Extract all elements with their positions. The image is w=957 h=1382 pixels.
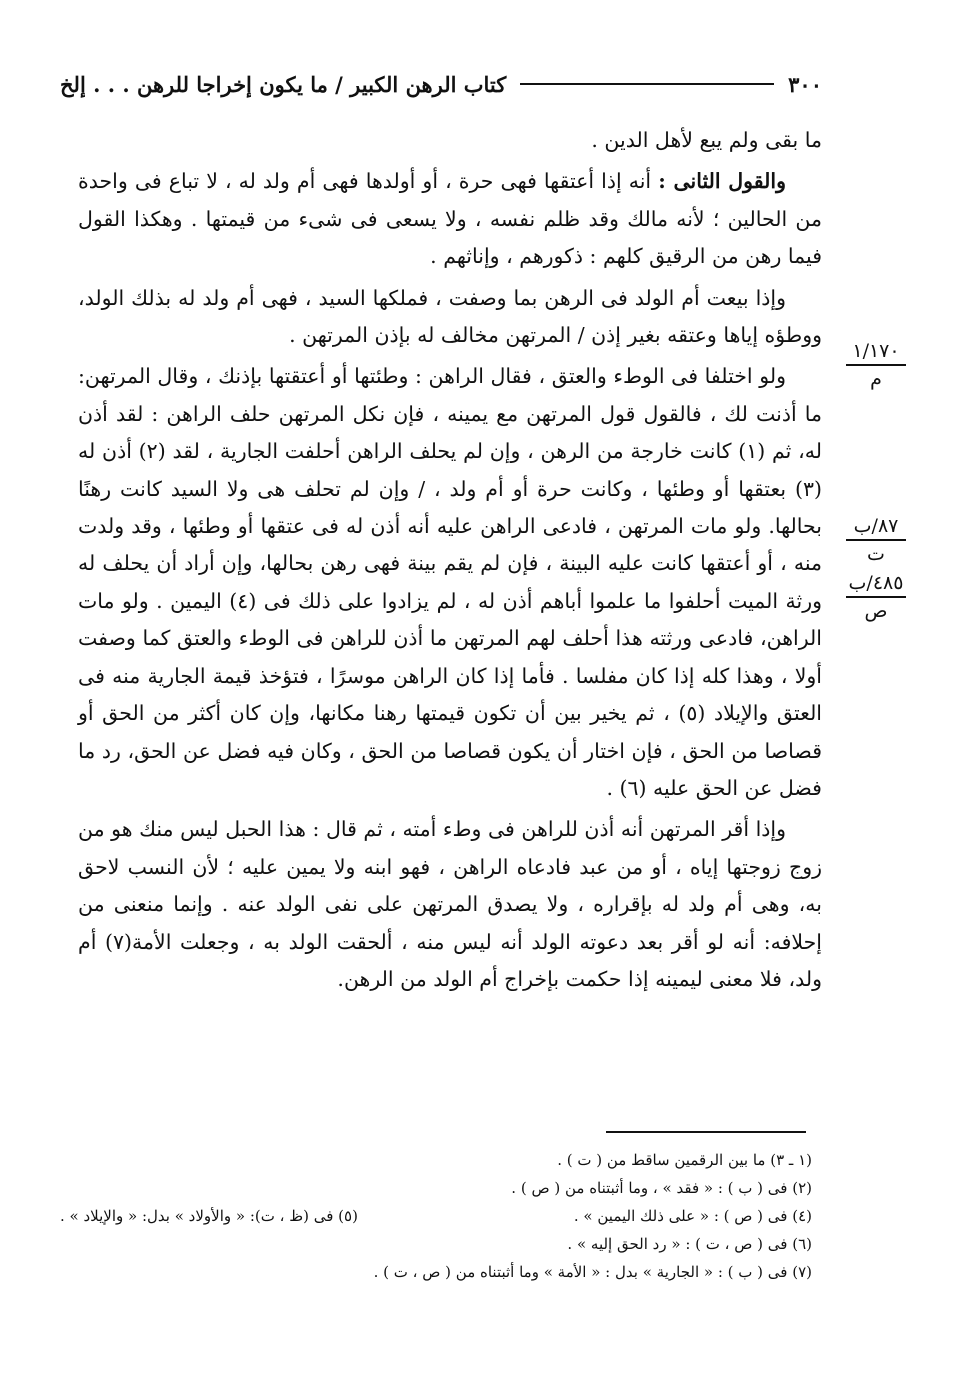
manuscript-ref-folio: ١/١٧٠ (852, 340, 900, 362)
manuscript-ref-t (846, 515, 906, 565)
footnotes (60, 1146, 812, 1286)
manuscript-ref-rule (846, 596, 906, 598)
footnote-4: (٤) فى ( ص ) : « على ذلك اليمين » . (573, 1207, 812, 1225)
manuscript-ref-folio: ٤٨٥/ب (848, 572, 904, 594)
paragraph-3: وإذا بيعت أم الولد فى الرهن بما وصفت ، فملكها السيد ، فهى أم ولد له بذلك الولد، ووطؤه إياها وعتقه بغير إذن / المرتهن مخالف له بإذن المرتهن . (78, 285, 822, 348)
manuscript-ref-siglum: م (870, 368, 882, 390)
footnote-line (60, 1174, 812, 1202)
header-rule (520, 83, 774, 85)
running-header (60, 62, 822, 106)
second-opinion-label: والقول الثانى : (658, 169, 786, 194)
footnote-line (60, 1230, 812, 1258)
paragraph-1: ما بقى ولم يبع لأهل الدين . (591, 128, 822, 152)
manuscript-ref-siglum: ص (864, 600, 888, 622)
footnote-separator (606, 1131, 806, 1133)
footnote-7: (٧) فى ( ب ) : « الجارية » بدل : « الأمة » وما أثبتناه من ( ص ، ت ) . (373, 1263, 812, 1281)
footnote-5: (٥) فى (ظ ، ت): « والأولاد » بدل: « والإيلاد » . (60, 1207, 358, 1225)
paragraph-2 (78, 163, 822, 275)
footnote-1: (١ ـ ٣) ما بين الرقمين ساقط من ( ت ) . (557, 1151, 812, 1169)
manuscript-ref-rule (846, 364, 906, 366)
manuscript-ref-s (846, 572, 906, 622)
page-number: ٣٠٠ (788, 71, 822, 97)
paragraph-4: ولو اختلفا فى الوطء والعتق ، فقال الراهن : وطئتها أو أعتقتها بإذنك ، وقال المرتهن: ما أذنت لك ، فالقول قول المرتهن مع يمينه ، فإن نكل المرتهن حلف الراهن : لقد أذن له، ثم (١) كانت خارجة من الرهن ، وإن لم يحلف الراهن أحلفت الجارية ، لقد (٢) أذن له (٣) بعتقها أو وطئها ، وكانت حرة أو أم ولد ، / وإن لم تحلف هى ولا السيد كانت رهنًا بحالها. ولو مات المرتهن ، فادعى الراهن عليه أنه أذن له فى عتقها أو وطئها ، وقد ولدت منه ، أو أعتقها كانت عليه البينة ، فإن لم يقم بينة فهى رهن بحالها، وإن أراد أن يحلف له ورثة الميت أحلفوا ما علموا أباهم أذن له ، لم يزادوا على ذلك فى (٤) اليمين . ولو مات الراهن، فادعى ورثته هذا أحلف لهم المرتهن ما أذن للراهن فى الوطء والعتق كما وصفت أولا ، وهذا كله إذا كان مفلسا . فأما إذا كان الراهن موسرًا ، فتؤخذ قيمة الجارية منه فى العتق والإيلاد (٥) ، ثم يخير بين أن تكون قيمتها رهنا مكانها، وإن كان أكثر من الحق أو قصاصا من الحق ، فإن اختار أن يكون قصاصا من الحق ، وكان فيه فضل عن الحق، رد ما فضل عن الحق عليه (٦) . (78, 364, 823, 800)
paragraph-5: وإذا أقر المرتهن أنه أذن للراهن فى وطء أمته ، ثم قال : هذا الحبل ليس منك هو من زوج زوجتها إياه ، أو من عبد فادعاه الراهن ، فهو ابنه ولا يمين عليه ؛ لأن النسب لاحق به، وهى أم ولد له بإقراره ، ولا يصدق المرتهن على نفى الولد عنه . وإنما منعنى من إحلافه: أنه لو أقر بعد دعوته الولد أنه ليس منه ، ألحقت الولد به ، وجعلت الأمة(٧) أم ولد، فلا معنى ليمينه إذا حكمت بإخراج أم الولد من الرهن. (78, 817, 822, 991)
manuscript-ref-rule (846, 539, 906, 541)
footnote-2: (٢) فى ( ب ) : « فقد » ، وما أثبتناه من ( ص ) . (511, 1179, 812, 1197)
footnote-line (60, 1202, 812, 1230)
main-text (78, 122, 822, 1002)
footnote-6: (٦) فى ( ص ، ت ) : « رد الحق إليه » . (567, 1235, 812, 1253)
manuscript-ref-m (846, 340, 906, 390)
footnote-line (60, 1258, 812, 1286)
running-title: كتاب الرهن الكبير / ما يكون إخراجا للرهن . . . إلخ (60, 71, 507, 97)
footnote-line (60, 1146, 812, 1174)
manuscript-ref-folio: ٨٧/ب (853, 515, 899, 537)
paragraph-2-text: أنه إذا أعتقها فهى حرة ، أو أولدها فهى أم ولد له ، لا تباع فى واحدة من الحالين ؛ لأنه مالك وقد ظلم نفسه ، ولا يسعى فى شىء من قيمتها . وهكذا القول فيما رهن من الرقيق كلهم : ذكورهم ، وإناثهم . (78, 169, 822, 269)
manuscript-ref-siglum: ت (867, 543, 885, 565)
